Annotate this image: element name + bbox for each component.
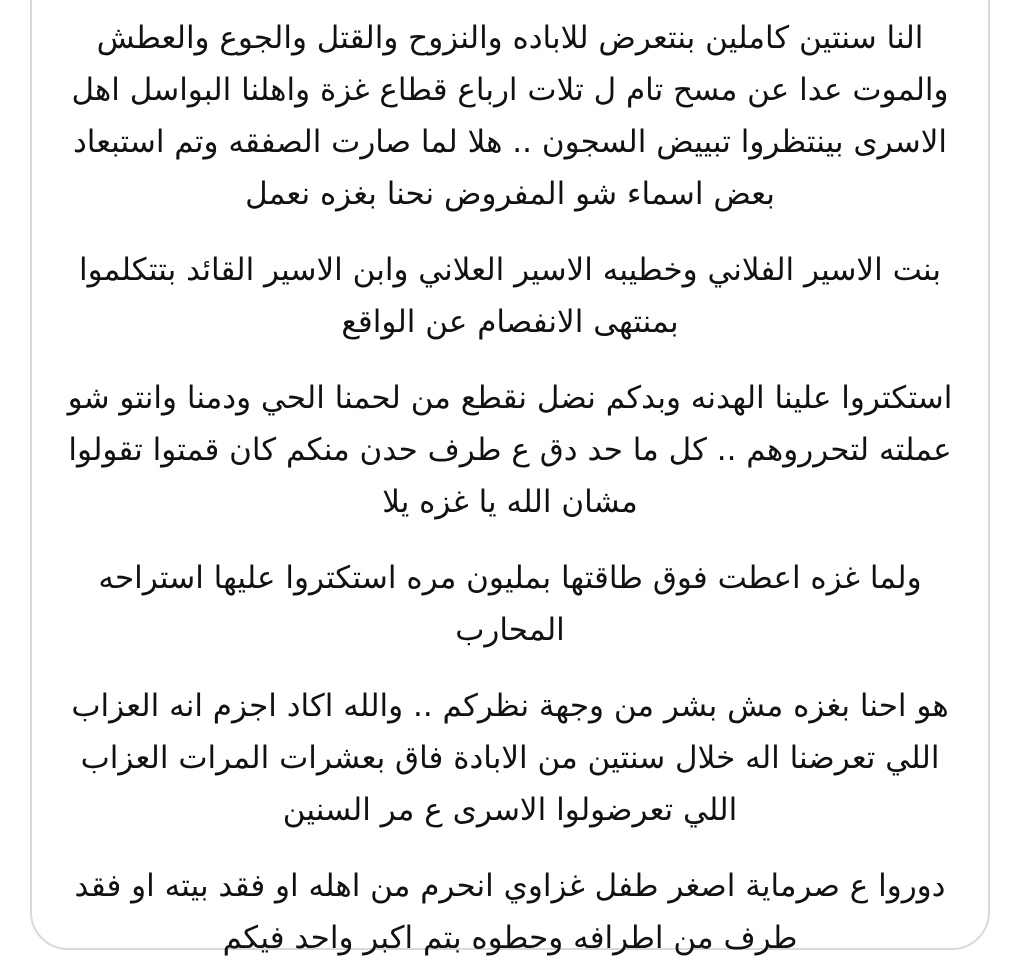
post-paragraph: النا سنتين كاملين بنتعرض للاباده والنزوح والقتل والجوع والعطش والموت عدا عن مسح تام ل تلات ارباع قطاع غزة واهلنا البواسل اهل الاسرى بينتظروا تبييض السجون .. هلا لما صارت الصفقه وتم استبعاد بعض اسماء شو المفروض نحنا بغزه نعمل: [71, 20, 949, 212]
post-paragraph: هو احنا بغزه مش بشر من وجهة نظركم .. والله اكاد اجزم انه العزاب اللي تعرضنا اله خلال سنتين من الابادة فاق بعشرات المرات العزاب اللي تعرضولوا الاسرى ع مر السنين: [71, 688, 949, 828]
post-paragraph: ولما غزه اعطت فوق طاقتها بمليون مره استكتروا عليها استراحه المحارب: [98, 560, 922, 648]
post-text-block: [66, 12, 954, 964]
post-paragraph: بنت الاسير الفلاني وخطيبه الاسير العلاني وابن الاسير القائد بتتكلموا بمنتهى الانفصام عن الواقع: [78, 252, 942, 340]
post-paragraph: استكتروا علينا الهدنه وبدكم نضل نقطع من لحمنا الحي ودمنا وانتو شو عملته لتحرروهم .. كل ما حد دق ع طرف حدن منكم كان قمتوا تقولوا مشان الله يا غزه يلا: [67, 380, 953, 520]
post-paragraph: دوروا ع صرماية اصغر طفل غزاوي انحرم من اهله او فقد بيته او فقد طرف من اطرافه وحطوه بتم اكبر واحد فيكم: [74, 868, 946, 956]
post-card: [30, 0, 990, 956]
